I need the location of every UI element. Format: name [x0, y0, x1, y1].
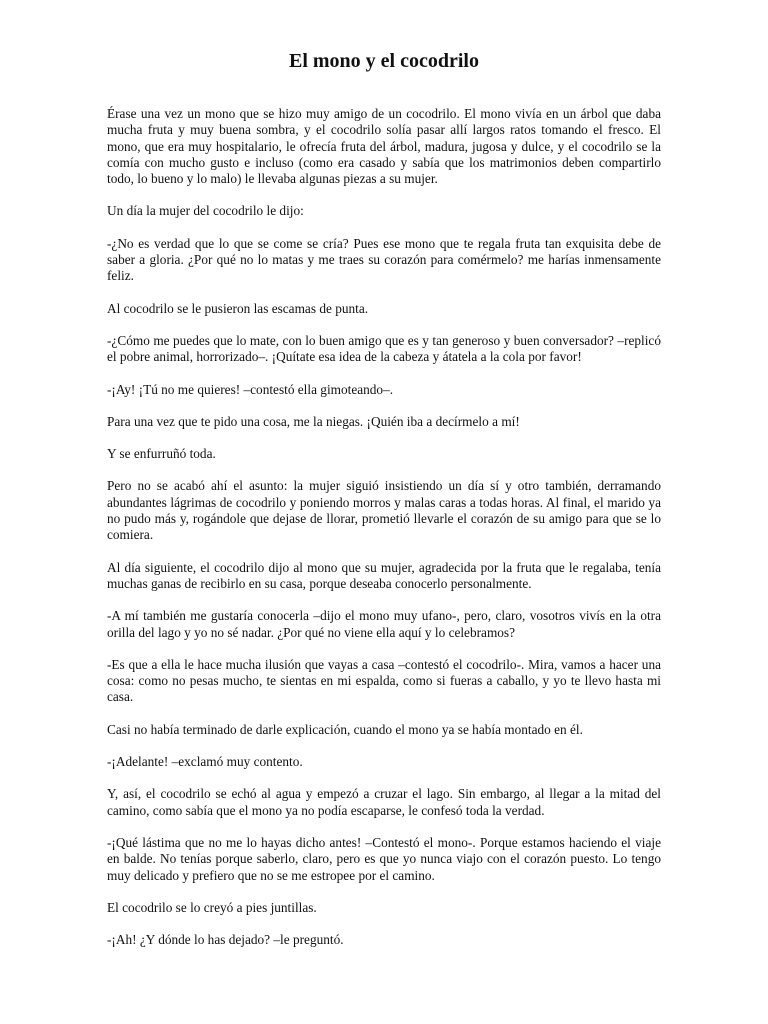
paragraph-9: Pero no se acabó ahí el asunto: la mujer siguió insistiendo un día sí y otro también, derramando abundantes lágrimas de cocodrilo y poniendo morros y malas caras a todas horas. Al final, el marido ya no pudo más y, rogándole que dejase de llorar, prometió llevarle el corazón de su amigo para que se lo comiera. — [107, 478, 661, 543]
paragraph-12: -Es que a ella le hace mucha ilusión que vayas a casa –contestó el cocodrilo-. Mira, vamos a hacer una cosa: como no pesas mucho, te sientas en mi espalda, como si fueras a caballo, y yo te llevo hasta mi casa. — [107, 656, 661, 705]
paragraph-13: Casi no había terminado de darle explicación, cuando el mono ya se había montado en él. — [107, 721, 583, 737]
page-title: El mono y el cocodrilo — [289, 50, 479, 72]
paragraph-14: -¡Adelante! –exclamó muy contento. — [107, 754, 303, 770]
paragraph-17: El cocodrilo se lo creyó a pies juntillas. — [107, 899, 317, 915]
paragraph-3: -¿No es verdad que lo que se come se cría? Pues ese mono que te regala fruta tan exquisita debe de saber a gloria. ¿Por qué no lo matas y me traes su corazón para comérmelo? me harías inmensamente feliz. — [107, 235, 661, 284]
paragraph-16: -¡Qué lástima que no me lo hayas dicho antes! –Contestó el mono-. Porque estamos haciendo el viaje en balde. No tenías porque saberlo, claro, pero es que yo nunca viajo con el corazón puesto. Lo tengo muy delicado y prefiero que no se me estropee por el camino. — [107, 834, 661, 883]
paragraph-1: Érase una vez un mono que se hizo muy amigo de un cocodrilo. El mono vivía en un árbol que daba mucha fruta y muy buena sombra, y el cocodrilo solía pasar allí largos ratos tomando el fresco. El mono, que era muy hospitalario, le ofrecía fruta del árbol, madura, jugosa y dulce, y el cocodrilo se la comía con mucho gusto e incluso (como era casado y sabía que los matrimonios deben compartirlo todo, lo bueno y lo malo) le llevaba algunas piezas a su mujer. — [107, 106, 661, 187]
paragraph-5: -¿Cómo me puedes que lo mate, con lo buen amigo que es y tan generoso y buen conversador? –replicó el pobre animal, horrorizado–. ¡Quítate esa idea de la cabeza y átatela a la cola por favor! — [107, 332, 661, 365]
paragraph-18: -¡Ah! ¿Y dónde lo has dejado? –le preguntó. — [107, 932, 344, 948]
paragraph-2: Un día la mujer del cocodrilo le dijo: — [107, 203, 304, 219]
paragraph-15: Y, así, el cocodrilo se echó al agua y empezó a cruzar el lago. Sin embargo, al llegar a la mitad del camino, como sabía que el mono ya no podía escaparse, le confesó toda la verdad. — [107, 786, 661, 818]
paragraph-6: -¡Ay! ¡Tú no me quieres! –contestó ella gimoteando–. — [107, 381, 394, 397]
paragraph-8: Y se enfurruñó toda. — [107, 446, 216, 462]
story-body — [107, 106, 661, 948]
paragraph-7: Para una vez que te pido una cosa, me la niegas. ¡Quién iba a decírmelo a mí! — [107, 413, 520, 429]
paragraph-4: Al cocodrilo se le pusieron las escamas de punta. — [107, 300, 369, 316]
paragraph-11: -A mí también me gustaría conocerla –dijo el mono muy ufano-, pero, claro, vosotros vivís en la otra orilla del lago y yo no sé nadar. ¿Por qué no viene ella aquí y lo celebramos? — [107, 608, 661, 640]
paragraph-10: Al día siguiente, el cocodrilo dijo al mono que su mujer, agradecida por la fruta que le regalaba, tenía muchas ganas de recibirlo en su casa, porque deseaba conocerlo personalmente. — [107, 559, 661, 591]
